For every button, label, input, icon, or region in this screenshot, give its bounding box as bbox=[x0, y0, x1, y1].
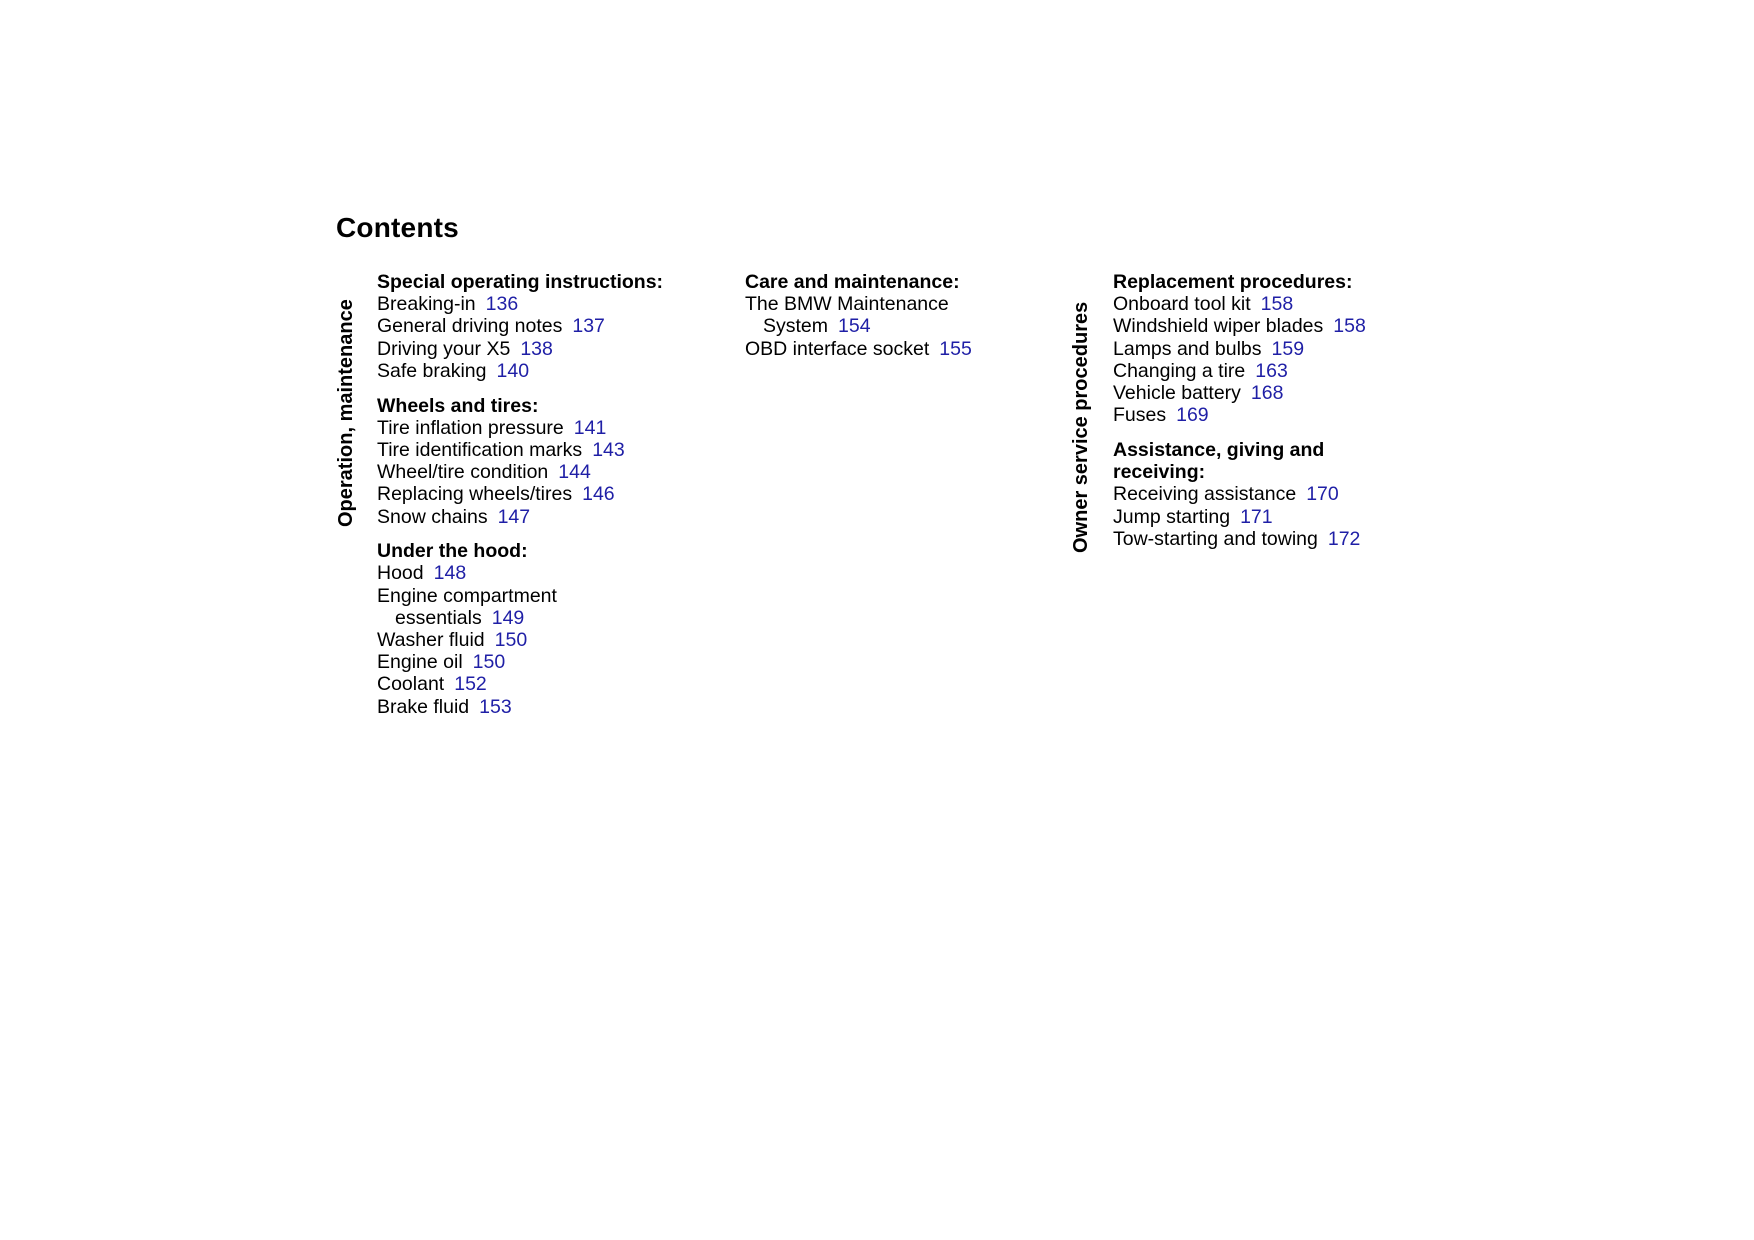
toc-column-3 bbox=[1113, 271, 1403, 550]
entry-label: Receiving assistance bbox=[1113, 483, 1297, 506]
page-link[interactable]: 143 bbox=[592, 438, 625, 461]
page-link[interactable]: 144 bbox=[558, 461, 591, 484]
page-title: Contents bbox=[336, 212, 459, 243]
toc-entry-wheel-tire-condition[interactable] bbox=[377, 461, 707, 483]
entry-label: Lamps and bulbs bbox=[1113, 337, 1262, 360]
toc-entry-washer-fluid[interactable] bbox=[377, 629, 707, 651]
toc-entry-driving-your-x5[interactable] bbox=[377, 338, 707, 360]
toc-entry-the-bmw-maintenance-system[interactable] bbox=[745, 293, 1045, 337]
page-link[interactable]: 137 bbox=[572, 315, 605, 338]
section-title: Special operating instructions: bbox=[377, 271, 664, 293]
page-link[interactable]: 168 bbox=[1250, 382, 1284, 405]
entry-label: Fuses bbox=[1113, 404, 1167, 427]
toc-entry-onboard-tool-kit[interactable] bbox=[1113, 293, 1403, 315]
toc-entry-replacing-wheels-tires[interactable] bbox=[377, 483, 707, 505]
entry-label: Snow chains bbox=[377, 505, 488, 528]
toc-section-special-operating-instructions bbox=[377, 271, 707, 382]
entry-label: Jump starting bbox=[1113, 505, 1231, 528]
toc-entry-jump-starting[interactable] bbox=[1113, 506, 1403, 528]
toc-entry-receiving-assistance[interactable] bbox=[1113, 483, 1403, 505]
section-title: Assistance, giving and receiving: bbox=[1113, 438, 1325, 484]
toc-column-2 bbox=[745, 271, 1045, 360]
toc-section-replacement-procedures bbox=[1113, 271, 1403, 426]
page-link[interactable]: 159 bbox=[1271, 337, 1305, 360]
page-link[interactable]: 171 bbox=[1240, 505, 1273, 528]
toc-entry-vehicle-battery[interactable] bbox=[1113, 382, 1403, 404]
toc-entry-safe-braking[interactable] bbox=[377, 360, 707, 382]
page-link[interactable]: 152 bbox=[454, 673, 487, 696]
toc-section-assistance-giving-and-receiving bbox=[1113, 439, 1403, 550]
page-link[interactable]: 149 bbox=[491, 606, 525, 629]
entry-label: Changing a tire bbox=[1113, 359, 1246, 382]
entry-label: Breaking-in bbox=[377, 293, 476, 316]
toc-section-under-the-hood bbox=[377, 540, 707, 718]
entry-label: OBD interface socket bbox=[745, 337, 930, 360]
page-link[interactable]: 158 bbox=[1333, 315, 1366, 338]
entry-label: Safe braking bbox=[377, 359, 487, 382]
toc-entry-lamps-and-bulbs[interactable] bbox=[1113, 338, 1403, 360]
page-link[interactable]: 140 bbox=[496, 359, 530, 382]
toc-entry-brake-fluid[interactable] bbox=[377, 696, 707, 718]
toc-entry-windshield-wiper-blades[interactable] bbox=[1113, 315, 1403, 337]
page-link[interactable]: 150 bbox=[472, 651, 506, 674]
page-link[interactable]: 141 bbox=[573, 416, 607, 439]
toc-column-1 bbox=[377, 271, 707, 718]
page-link[interactable]: 169 bbox=[1176, 404, 1209, 427]
toc-entry-tire-identification-marks[interactable] bbox=[377, 439, 707, 461]
entry-label: Driving your X5 bbox=[377, 337, 511, 360]
page-link[interactable]: 148 bbox=[433, 562, 467, 585]
entry-label: Windshield wiper blades bbox=[1113, 315, 1324, 338]
page-link[interactable]: 147 bbox=[497, 505, 531, 528]
entry-label: Onboard tool kit bbox=[1113, 293, 1251, 316]
entry-label-continuation: essentials bbox=[395, 606, 482, 629]
entry-label: Wheel/tire condition bbox=[377, 461, 549, 484]
entry-label: The BMW Maintenance bbox=[745, 293, 949, 316]
side-tab-owner-service-procedures: Owner service procedures bbox=[1070, 301, 1092, 553]
toc-entry-engine-compartment-essentials[interactable] bbox=[377, 585, 707, 629]
side-tab-operation-maintenance: Operation, maintenance bbox=[335, 299, 357, 527]
toc-entry-fuses[interactable] bbox=[1113, 404, 1403, 426]
toc-entry-obd-interface-socket[interactable] bbox=[745, 338, 1045, 360]
page-link[interactable]: 158 bbox=[1260, 293, 1294, 316]
page-link[interactable]: 172 bbox=[1327, 527, 1361, 550]
page-link[interactable]: 138 bbox=[520, 337, 553, 360]
entry-label: Tire inflation pressure bbox=[377, 416, 564, 439]
entry-label: Tire identification marks bbox=[377, 438, 583, 461]
toc-entry-general-driving-notes[interactable] bbox=[377, 315, 707, 337]
entry-label: Tow-starting and towing bbox=[1113, 527, 1318, 550]
section-title: Wheels and tires: bbox=[377, 394, 539, 417]
section-title: Under the hood: bbox=[377, 540, 528, 563]
toc-section-wheels-and-tires bbox=[377, 395, 707, 528]
toc-entry-tire-inflation-pressure[interactable] bbox=[377, 417, 707, 439]
page-link[interactable]: 136 bbox=[485, 293, 519, 316]
page-link[interactable]: 154 bbox=[838, 315, 871, 338]
entry-label: Engine compartment bbox=[377, 584, 557, 607]
toc-entry-hood[interactable] bbox=[377, 562, 707, 584]
toc-entry-snow-chains[interactable] bbox=[377, 506, 707, 528]
section-title: Care and maintenance: bbox=[745, 271, 960, 293]
page-link[interactable]: 146 bbox=[582, 483, 615, 506]
entry-label: Hood bbox=[377, 562, 424, 585]
entry-label: Coolant bbox=[377, 673, 445, 696]
section-title: Replacement procedures: bbox=[1113, 271, 1353, 293]
toc-entry-changing-a-tire[interactable] bbox=[1113, 360, 1403, 382]
entry-label: Engine oil bbox=[377, 651, 463, 674]
page-link[interactable]: 150 bbox=[494, 629, 528, 652]
entry-label: Brake fluid bbox=[377, 695, 470, 718]
toc-entry-tow-starting-and-towing[interactable] bbox=[1113, 528, 1403, 550]
toc-section-care-and-maintenance bbox=[745, 271, 1045, 360]
toc-entry-coolant[interactable] bbox=[377, 673, 707, 695]
page-link[interactable]: 163 bbox=[1255, 359, 1288, 382]
page-link[interactable]: 155 bbox=[939, 337, 972, 360]
entry-label: Replacing wheels/tires bbox=[377, 483, 573, 506]
page-link[interactable]: 170 bbox=[1306, 483, 1339, 506]
entry-label: Vehicle battery bbox=[1113, 382, 1241, 405]
entry-label-continuation: System bbox=[763, 315, 829, 338]
entry-label: Washer fluid bbox=[377, 629, 485, 652]
toc-entry-engine-oil[interactable] bbox=[377, 651, 707, 673]
page-link[interactable]: 153 bbox=[479, 695, 512, 718]
entry-label: General driving notes bbox=[377, 315, 563, 338]
toc-entry-breaking-in[interactable] bbox=[377, 293, 707, 315]
